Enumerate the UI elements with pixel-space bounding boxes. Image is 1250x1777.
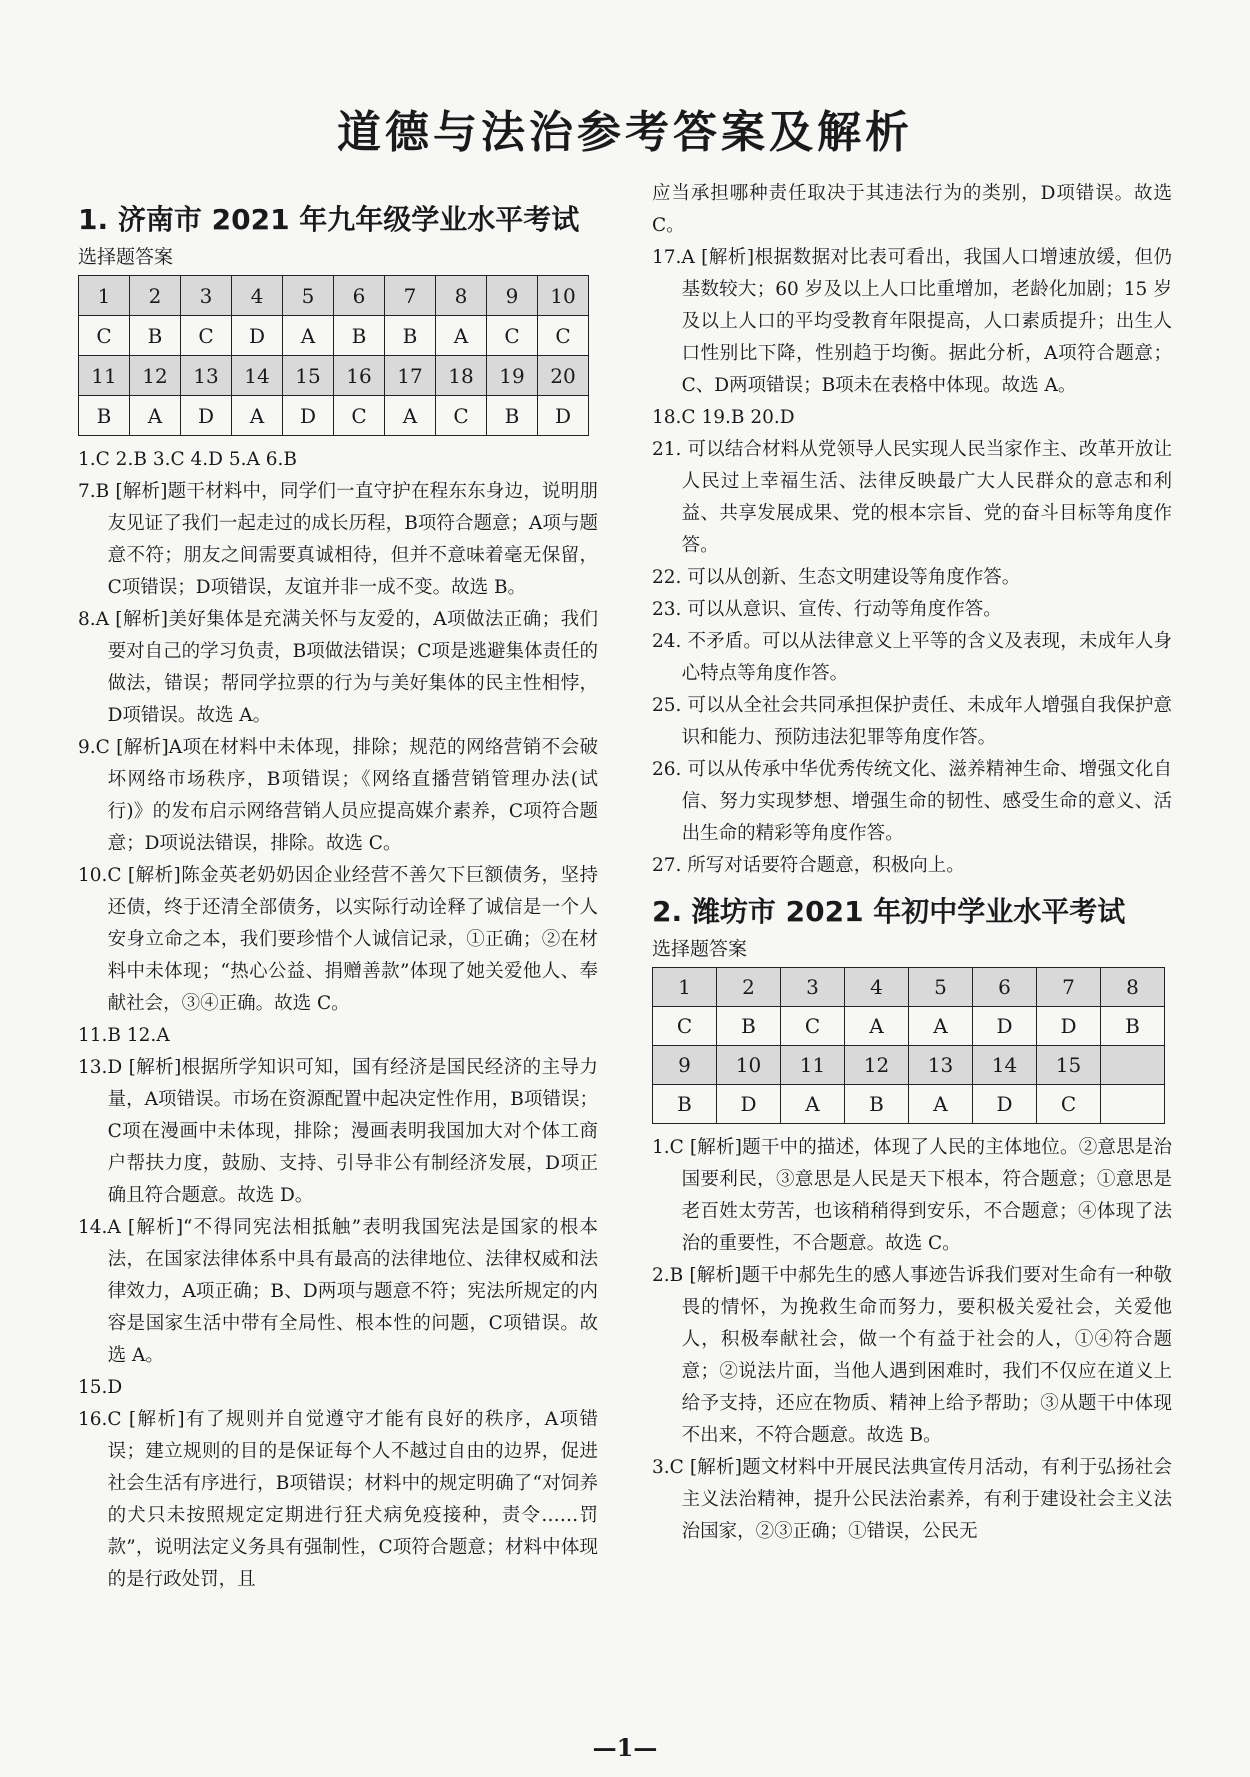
table-cell: D bbox=[973, 1007, 1037, 1046]
answer-item: 27. 所写对话要符合题意，积极向上。 bbox=[652, 855, 965, 876]
table-cell: B bbox=[385, 316, 436, 356]
table-cell: 12 bbox=[130, 356, 181, 396]
table-row bbox=[79, 356, 589, 396]
table-row bbox=[653, 1046, 1165, 1085]
table-cell: C bbox=[334, 396, 385, 436]
table-cell: 7 bbox=[385, 276, 436, 316]
answer-item: 2.B [解析]题干中郝先生的感人事迹告诉我们要对生命有一种敬畏的情怀，为挽救生命而努力，要积极关爱社会，关爱他人，积极奉献社会，做一个有益于社会的人，①④符合题意；②说法片面，当他人遇到困难时，我们不仅应在道义上给予支持，还应在物质、精神上给予帮助；③从题干中体现不出来，不符合题意。故选 B。 bbox=[652, 1265, 1172, 1446]
table-cell: 3 bbox=[181, 276, 232, 316]
table-cell: 12 bbox=[845, 1046, 909, 1085]
continued-text: 应当承担哪种责任取决于其违法行为的类别，D项错误。故选 C。 bbox=[652, 183, 1172, 236]
table-cell: B bbox=[487, 396, 538, 436]
table-cell: D bbox=[973, 1085, 1037, 1124]
table-cell: 9 bbox=[653, 1046, 717, 1085]
answer-item: 23. 可以从意识、宣传、行动等角度作答。 bbox=[652, 599, 1002, 620]
table-cell: 1 bbox=[653, 968, 717, 1007]
answer-item: 1.C [解析]题干中的描述，体现了人民的主体地位。②意思是治国要利民，③意思是人民是天下根本，符合题意；①意思是老百姓太劳苦，也该稍稍得到安乐，不合题意；④体现了法治的重要性，不合题意。故选 C。 bbox=[652, 1137, 1172, 1254]
answer-item: 15.D bbox=[78, 1377, 123, 1398]
table-cell: A bbox=[845, 1007, 909, 1046]
table-cell: A bbox=[781, 1085, 845, 1124]
answer-item: 16.C [解析]有了规则并自觉遵守才能有良好的秩序，A项错误；建立规则的目的是保证每个人不越过自由的边界，促进社会生活有序进行，B项错误；材料中的规定明确了“对饲养的犬只未按照规定定期进行狂犬病免疫接种，责令……罚款”，说明法定义务具有强制性，C项符合题意；材料中体现的是行政处罚，且 bbox=[78, 1409, 598, 1590]
answer-item: 3.C [解析]题文材料中开展民法典宣传月活动，有利于弘扬社会主义法治精神，提升公民法治素养，有利于建设社会主义法治国家，②③正确；①错误，公民无 bbox=[652, 1457, 1172, 1542]
section-1-answer-table bbox=[78, 275, 589, 436]
table-cell: D bbox=[1037, 1007, 1101, 1046]
table-row bbox=[653, 1007, 1165, 1046]
answer-item: 1.C 2.B 3.C 4.D 5.A 6.B bbox=[78, 449, 298, 470]
table-cell: 5 bbox=[283, 276, 334, 316]
table-cell: B bbox=[334, 316, 385, 356]
table-cell: D bbox=[538, 396, 589, 436]
table-row bbox=[653, 1085, 1165, 1124]
table-cell: D bbox=[717, 1085, 781, 1124]
table-cell: 19 bbox=[487, 356, 538, 396]
table-cell: D bbox=[181, 396, 232, 436]
table-cell: C bbox=[436, 396, 487, 436]
section-2-table-label: 选择题答案 bbox=[652, 938, 748, 960]
table-cell: 15 bbox=[283, 356, 334, 396]
table-cell: 4 bbox=[845, 968, 909, 1007]
answer-item: 7.B [解析]题干材料中，同学们一直守护在程东东身边，说明朋友见证了我们一起走过的成长历程，B项符合题意；A项与题意不符；朋友之间需要真诚相待，但并不意味着毫无保留，C项错误；D项错误，友谊并非一成不变。故选 B。 bbox=[78, 481, 598, 598]
table-cell: A bbox=[909, 1007, 973, 1046]
answer-item: 14.A [解析]“不得同宪法相抵触”表明我国宪法是国家的根本法，在国家法律体系中具有最高的法律地位、法律权威和法律效力，A项正确；B、D两项与题意不符；宪法所规定的内容是国家生活中带有全局性、根本性的问题，C项错误。故选 A。 bbox=[78, 1217, 598, 1366]
section-1-table-label: 选择题答案 bbox=[78, 246, 174, 268]
right-column bbox=[652, 178, 1172, 1548]
table-cell: B bbox=[717, 1007, 781, 1046]
answer-item: 24. 不矛盾。可以从法律意义上平等的含义及表现，未成年人身心特点等角度作答。 bbox=[652, 631, 1172, 684]
answer-item: 21. 可以结合材料从党领导人民实现人民当家作主、改革开放让人民过上幸福生活、法律反映最广大人民群众的意志和利益、共享发展成果、党的根本宗旨、党的奋斗目标等角度作答。 bbox=[652, 439, 1172, 556]
table-cell: B bbox=[845, 1085, 909, 1124]
answer-item: 17.A [解析]根据数据对比表可看出，我国人口增速放缓，但仍基数较大；60 岁及以上人口比重增加，老龄化加剧；15 岁及以上人口的平均受教育年限提高，人口素质提升；出生人口性别比下降，性别趋于均衡。据此分析，A项符合题意；C、D两项错误；B项未在表格中体现。故选 A。 bbox=[652, 247, 1172, 396]
table-cell: 13 bbox=[909, 1046, 973, 1085]
table-cell: 14 bbox=[232, 356, 283, 396]
table-cell bbox=[1101, 1085, 1165, 1124]
table-cell: 10 bbox=[717, 1046, 781, 1085]
page-number: — 1 — bbox=[0, 1733, 1250, 1762]
table-cell: C bbox=[653, 1007, 717, 1046]
table-cell: C bbox=[781, 1007, 845, 1046]
table-cell: 2 bbox=[717, 968, 781, 1007]
table-cell: C bbox=[538, 316, 589, 356]
table-row bbox=[79, 396, 589, 436]
table-cell bbox=[1101, 1046, 1165, 1085]
table-cell: 20 bbox=[538, 356, 589, 396]
table-cell: A bbox=[385, 396, 436, 436]
table-cell: D bbox=[283, 396, 334, 436]
table-cell: A bbox=[283, 316, 334, 356]
left-column bbox=[78, 196, 598, 1596]
table-cell: 4 bbox=[232, 276, 283, 316]
section-2-title: 2. 潍坊市 2021 年初中学业水平考试 bbox=[652, 895, 1126, 928]
table-cell: C bbox=[487, 316, 538, 356]
answer-item: 18.C 19.B 20.D bbox=[652, 407, 795, 428]
table-cell: 16 bbox=[334, 356, 385, 396]
table-cell: 6 bbox=[973, 968, 1037, 1007]
table-cell: 18 bbox=[436, 356, 487, 396]
table-cell: A bbox=[130, 396, 181, 436]
table-cell: A bbox=[232, 396, 283, 436]
table-cell: 17 bbox=[385, 356, 436, 396]
table-cell: 13 bbox=[181, 356, 232, 396]
answer-item: 10.C [解析]陈金英老奶奶因企业经营不善欠下巨额债务，坚持还债，终于还清全部债务，以实际行动诠释了诚信是一个人安身立命之本，我们要珍惜个人诚信记录，①正确；②在材料中未体现；“热心公益、捐赠善款”体现了她关爱他人、奉献社会，③④正确。故选 C。 bbox=[78, 865, 598, 1014]
table-cell: 11 bbox=[781, 1046, 845, 1085]
answer-item: 13.D [解析]根据所学知识可知，国有经济是国民经济的主导力量，A项错误。市场在资源配置中起决定性作用，B项错误；C项在漫画中未体现，排除；漫画表明我国加大对个体工商户帮扶力度，鼓励、支持、引导非公有制经济发展，D项正确且符合题意。故选 D。 bbox=[78, 1057, 598, 1206]
table-cell: 7 bbox=[1037, 968, 1101, 1007]
table-cell: 10 bbox=[538, 276, 589, 316]
answer-item: 8.A [解析]美好集体是充满关怀与友爱的，A项做法正确；我们要对自己的学习负责，B项做法错误；C项是逃避集体责任的做法，错误；帮同学拉票的行为与美好集体的民主性相悖，D项错误。故选 A。 bbox=[78, 609, 598, 726]
table-cell: 8 bbox=[1101, 968, 1165, 1007]
table-cell: 8 bbox=[436, 276, 487, 316]
table-cell: B bbox=[130, 316, 181, 356]
table-row bbox=[79, 316, 589, 356]
table-cell: C bbox=[1037, 1085, 1101, 1124]
answer-item: 22. 可以从创新、生态文明建设等角度作答。 bbox=[652, 567, 1021, 588]
table-cell: 5 bbox=[909, 968, 973, 1007]
table-row bbox=[79, 276, 589, 316]
table-cell: A bbox=[909, 1085, 973, 1124]
table-cell: 15 bbox=[1037, 1046, 1101, 1085]
table-cell: 14 bbox=[973, 1046, 1037, 1085]
answer-item: 26. 可以从传承中华优秀传统文化、滋养精神生命、增强文化自信、努力实现梦想、增强生命的韧性、感受生命的意义、活出生命的精彩等角度作答。 bbox=[652, 759, 1172, 844]
page-title: 道德与法治参考答案及解析 bbox=[337, 107, 913, 158]
table-cell: B bbox=[1101, 1007, 1165, 1046]
section-2-answer-table bbox=[652, 967, 1165, 1124]
table-cell: 1 bbox=[79, 276, 130, 316]
answer-item: 25. 可以从全社会共同承担保护责任、未成年人增强自我保护意识和能力、预防违法犯罪等角度作答。 bbox=[652, 695, 1172, 748]
table-cell: 6 bbox=[334, 276, 385, 316]
table-row bbox=[653, 968, 1165, 1007]
table-cell: B bbox=[653, 1085, 717, 1124]
table-cell: 9 bbox=[487, 276, 538, 316]
section-1-title: 1. 济南市 2021 年九年级学业水平考试 bbox=[78, 203, 580, 236]
table-cell: 3 bbox=[781, 968, 845, 1007]
answer-item: 11.B 12.A bbox=[78, 1025, 170, 1046]
table-cell: 11 bbox=[79, 356, 130, 396]
table-cell: A bbox=[436, 316, 487, 356]
table-cell: 2 bbox=[130, 276, 181, 316]
table-cell: C bbox=[79, 316, 130, 356]
table-cell: B bbox=[79, 396, 130, 436]
table-cell: D bbox=[232, 316, 283, 356]
answer-item: 9.C [解析]A项在材料中未体现，排除；规范的网络营销不会破坏网络市场秩序，B项错误；《网络直播营销管理办法(试行)》的发布启示网络营销人员应提高媒介素养，C项符合题意；D项说法错误，排除。故选 C。 bbox=[78, 737, 598, 854]
table-cell: C bbox=[181, 316, 232, 356]
